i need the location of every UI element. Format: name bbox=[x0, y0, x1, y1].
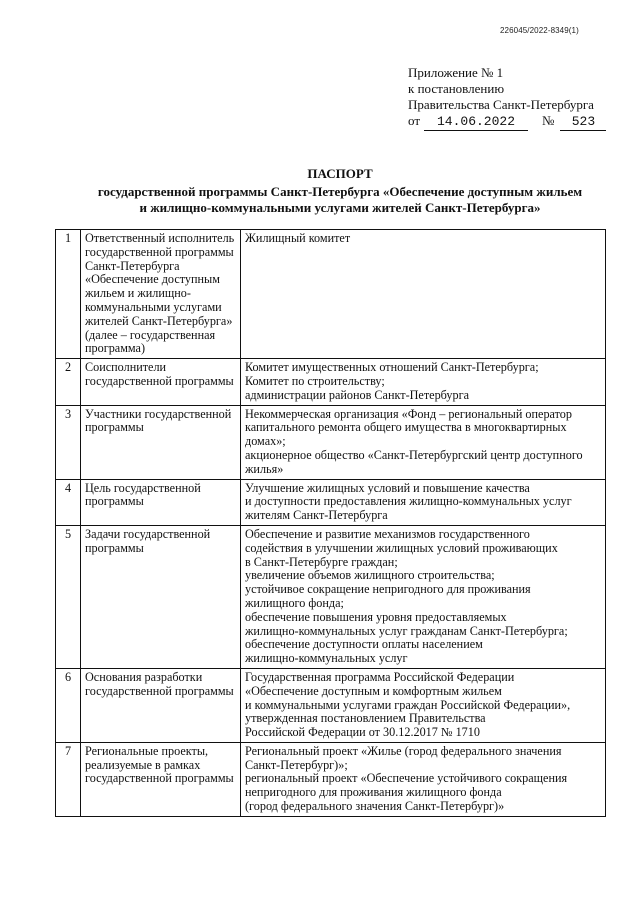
row-label-line: Региональные проекты, bbox=[85, 743, 209, 758]
appendix-date-line bbox=[408, 113, 606, 131]
row-number: 1 bbox=[56, 230, 81, 359]
row-value-line: Улучшение жилищных условий и повышение качества bbox=[245, 480, 530, 495]
row-value-line: жилья» bbox=[245, 461, 284, 476]
row-label bbox=[81, 405, 241, 479]
row-label bbox=[81, 230, 241, 359]
row-label-line: жителей Санкт-Петербурга» bbox=[85, 313, 233, 328]
row-label bbox=[81, 479, 241, 525]
row-label-line: программы bbox=[85, 420, 144, 435]
appendix-block bbox=[408, 65, 606, 131]
row-value-line: жилищно-коммунальных услуг гражданам Санкт-Петербурга; bbox=[245, 623, 568, 638]
row-label-line: Ответственный исполнитель bbox=[85, 231, 235, 245]
row-value-line: капитального ремонта общего имущества в многоквартирных bbox=[245, 420, 567, 435]
row-label-line: коммунальными услугами bbox=[85, 299, 222, 314]
row-value bbox=[241, 668, 606, 742]
row-value-line: Комитет имущественных отношений Санкт-Петербурга; bbox=[245, 360, 539, 375]
row-value-line: непригодного для проживания жилищного фонда bbox=[245, 785, 502, 800]
row-label-line: Санкт-Петербурга bbox=[85, 258, 180, 273]
row-number: 3 bbox=[56, 405, 81, 479]
row-label-line: государственной программы bbox=[85, 373, 234, 388]
row-label-line: Участники государственной bbox=[85, 406, 232, 421]
row-value-line: Региональный проект «Жилье (город федерального значения bbox=[245, 743, 562, 758]
row-value-line: и доступности предоставления жилищно-коммунальных услуг bbox=[245, 494, 572, 509]
resolution-date: 14.06.2022 bbox=[424, 114, 528, 131]
row-label-line: Основания разработки bbox=[85, 669, 203, 684]
date-prefix: от bbox=[408, 113, 421, 128]
row-number: 2 bbox=[56, 359, 81, 405]
table-row bbox=[56, 525, 606, 668]
row-value-line: акционерное общество «Санкт-Петербургский центр доступного bbox=[245, 447, 583, 462]
row-value-line: жилищного фонда; bbox=[245, 595, 344, 610]
row-label-line: (далее – государственная bbox=[85, 327, 216, 342]
row-number: 6 bbox=[56, 668, 81, 742]
document-title bbox=[80, 166, 600, 216]
row-label bbox=[81, 668, 241, 742]
row-label-line: программа) bbox=[85, 341, 146, 356]
row-value-line: в Санкт-Петербурге граждан; bbox=[245, 554, 398, 569]
row-value-line: домах»; bbox=[245, 434, 286, 449]
appendix-line-2: к постановлению bbox=[408, 81, 505, 96]
row-label-line: жильем и жилищно- bbox=[85, 286, 191, 301]
table-row bbox=[56, 230, 606, 359]
row-value-line: устойчивое сокращение непригодного для проживания bbox=[245, 582, 531, 597]
row-value-line: Некоммерческая организация «Фонд – региональный оператор bbox=[245, 406, 572, 421]
registration-number: 226045/2022-8349(1) bbox=[500, 26, 579, 35]
row-label-line: государственной программы bbox=[85, 771, 234, 786]
table-row bbox=[56, 668, 606, 742]
row-value-line: Обеспечение и развитие механизмов государственного bbox=[245, 526, 530, 541]
table-row bbox=[56, 405, 606, 479]
row-value bbox=[241, 479, 606, 525]
row-value-line: Комитет по строительству; bbox=[245, 373, 385, 388]
table-row bbox=[56, 742, 606, 816]
row-value bbox=[241, 230, 606, 359]
row-value-line: Российской Федерации от 30.12.2017 № 1710 bbox=[245, 725, 480, 740]
row-value-line: обеспечение доступности оплаты населением bbox=[245, 637, 483, 652]
row-value-line: содействия в улучшении жилищных условий проживающих bbox=[245, 540, 558, 555]
row-number: 7 bbox=[56, 742, 81, 816]
number-label: № bbox=[542, 113, 555, 128]
appendix-line-3: Правительства Санкт-Петербурга bbox=[408, 97, 594, 112]
appendix-line-1: Приложение № 1 bbox=[408, 65, 504, 80]
row-value-line: и коммунальными услугами граждан Российской Федерации», bbox=[245, 697, 571, 712]
table-row bbox=[56, 359, 606, 405]
row-label-line: программы bbox=[85, 540, 144, 555]
row-value bbox=[241, 405, 606, 479]
row-value-line: жителям Санкт-Петербурга bbox=[245, 508, 388, 523]
row-value-line: «Обеспечение доступным и комфортным жильем bbox=[245, 683, 502, 698]
row-value-line: Санкт-Петербург)»; bbox=[245, 757, 348, 772]
title-line-2: и жилищно-коммунальными услугами жителей Санкт-Петербурга» bbox=[139, 200, 541, 215]
row-value bbox=[241, 359, 606, 405]
row-label-line: государственной программы bbox=[85, 683, 234, 698]
row-value-line: Жилищный комитет bbox=[245, 231, 351, 245]
row-label-line: реализуемые в рамках bbox=[85, 757, 201, 772]
row-value bbox=[241, 742, 606, 816]
row-label-line: «Обеспечение доступным bbox=[85, 272, 220, 287]
title-passport: ПАСПОРТ bbox=[307, 166, 373, 181]
row-value-line: региональный проект «Обеспечение устойчивого сокращения bbox=[245, 771, 568, 786]
row-label-line: государственной программы bbox=[85, 244, 234, 259]
row-label bbox=[81, 525, 241, 668]
row-label bbox=[81, 742, 241, 816]
row-value-line: жилищно-коммунальных услуг bbox=[245, 651, 408, 666]
row-label-line: программы bbox=[85, 494, 144, 509]
row-label-line: Цель государственной bbox=[85, 480, 201, 495]
resolution-number: 523 bbox=[560, 114, 606, 131]
passport-table bbox=[55, 229, 606, 817]
row-value-line: увеличение объемов жилищного строительства; bbox=[245, 568, 495, 583]
row-value bbox=[241, 525, 606, 668]
row-number: 4 bbox=[56, 479, 81, 525]
row-label-line: Соисполнители bbox=[85, 360, 167, 375]
row-number: 5 bbox=[56, 525, 81, 668]
row-label bbox=[81, 359, 241, 405]
row-value-line: администрации районов Санкт-Петербурга bbox=[245, 387, 470, 402]
row-value-line: утвержденная постановлением Правительства bbox=[245, 711, 486, 726]
title-line-1: государственной программы Санкт-Петербурга «Обеспечение доступным жильем bbox=[97, 184, 583, 199]
row-value-line: (город федерального значения Санкт-Петербург)» bbox=[245, 799, 505, 814]
row-value-line: Государственная программа Российской Федерации bbox=[245, 669, 515, 684]
table-row bbox=[56, 479, 606, 525]
row-label-line: Задачи государственной bbox=[85, 526, 211, 541]
row-value-line: обеспечение повышения уровня предоставляемых bbox=[245, 609, 507, 624]
